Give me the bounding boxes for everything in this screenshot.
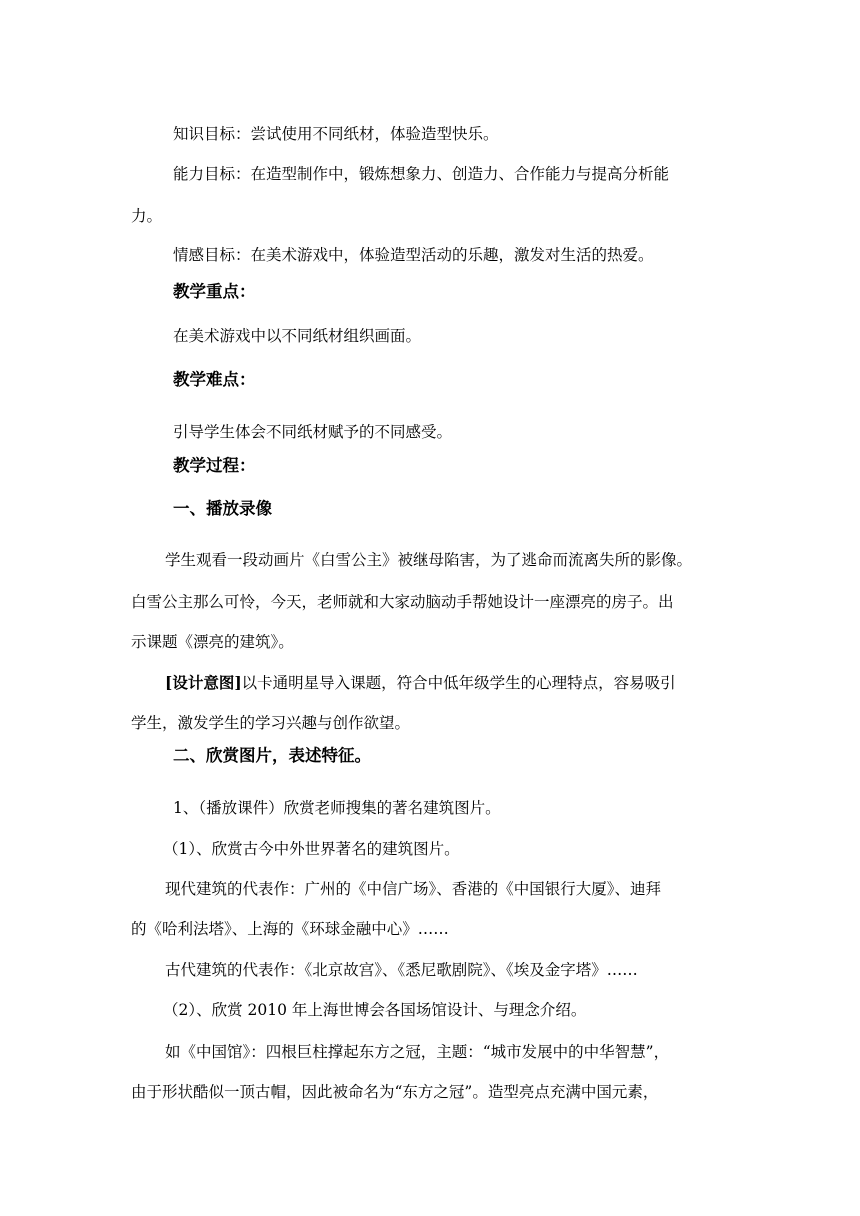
paragraph-line: 的《哈利法塔》、上海的《环球金融中心》……	[131, 920, 449, 938]
ability-goal-line-continued: 力。	[131, 207, 163, 225]
design-intent-text: 以卡通明星导入课题，符合中低年级学生的心理特点，容易吸引	[241, 674, 676, 692]
paragraph-line: 白雪公主那么可怜，今天，老师就和大家动脑动手帮她设计一座漂亮的房子。出	[131, 593, 674, 611]
paragraph-line: 学生观看一段动画片《白雪公主》被继母陷害，为了逃命而流离失所的影像。	[165, 551, 693, 569]
knowledge-goal-line: 知识目标：尝试使用不同纸材，体验造型快乐。	[173, 125, 499, 143]
list-item: （1）、欣赏古今中外世界著名的建筑图片。	[163, 840, 460, 858]
design-intent-line-continued: 学生，激发学生的学习兴趣与创作欲望。	[131, 714, 411, 732]
paragraph-line: 古代建筑的代表作：《北京故宫》、《悉尼歌剧院》、《埃及金字塔》……	[165, 961, 638, 979]
design-intent-line	[0, 672, 860, 694]
paragraph-line: 示课题《漂亮的建筑》。	[131, 633, 294, 651]
section-one-heading: 一、播放录像	[173, 499, 272, 518]
design-intent-label: [设计意图]	[165, 673, 242, 692]
section-two-heading: 二、欣赏图片，表述特征。	[173, 746, 371, 765]
teaching-difficulty-heading: 教学难点：	[173, 370, 256, 389]
ability-goal-line: 能力目标：在造型制作中，锻炼想象力、创造力、合作能力与提高分析能	[173, 165, 670, 183]
teaching-process-heading: 教学过程：	[173, 456, 256, 475]
paragraph-line: 现代建筑的代表作：广州的《中信广场》、香港的《中国银行大厦》、迪拜	[165, 880, 662, 898]
teaching-difficulty-text: 引导学生体会不同纸材赋予的不同感受。	[173, 423, 453, 441]
emotion-goal-line: 情感目标：在美术游戏中，体验造型活动的乐趣，激发对生活的热爱。	[173, 246, 654, 264]
list-item: （2）、欣赏 2010 年上海世博会各国场馆设计、与理念介绍。	[163, 1001, 587, 1019]
list-item: 1、（播放课件）欣赏老师搜集的著名建筑图片。	[173, 799, 501, 817]
teaching-focus-heading: 教学重点：	[173, 282, 256, 301]
paragraph-line: 如《中国馆》：四根巨柱撑起东方之冠，主题：“城市发展中的中华智慧”，	[165, 1043, 670, 1061]
paragraph-line: 由于形状酷似一顶古帽，因此被命名为“东方之冠”。造型亮点充满中国元素，	[131, 1083, 659, 1101]
teaching-focus-text: 在美术游戏中以不同纸材组织画面。	[173, 327, 422, 345]
